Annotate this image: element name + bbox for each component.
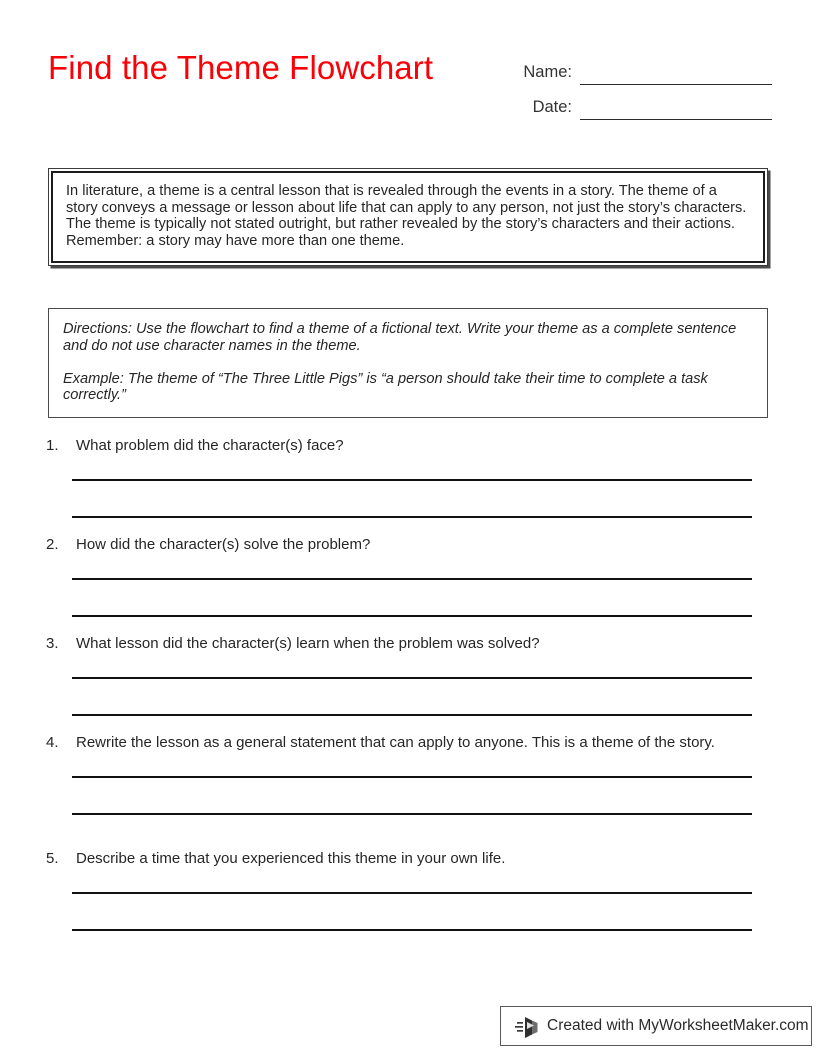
name-field-row <box>480 50 772 85</box>
question-number: 4. <box>46 734 59 751</box>
worksheet-header <box>0 0 816 140</box>
question-number: 2. <box>46 536 59 553</box>
question-text: What problem did the character(s) face? <box>76 437 344 454</box>
created-with-badge[interactable] <box>500 1006 812 1046</box>
date-label: Date: <box>532 98 572 116</box>
name-date-fields <box>480 50 772 120</box>
question-number: 1. <box>46 437 59 454</box>
answer-line[interactable] <box>72 929 752 931</box>
directions-text: Directions: Use the flowchart to find a theme of a fictional text. Write your theme as a complete sentence and do not use character names in the theme. <box>63 321 737 354</box>
answer-line[interactable] <box>72 776 752 778</box>
name-input-line[interactable] <box>580 62 772 85</box>
question-text: How did the character(s) solve the problem? <box>76 536 371 553</box>
answer-line[interactable] <box>72 813 752 815</box>
question-block <box>0 436 816 518</box>
question-block <box>0 849 816 931</box>
question-row <box>0 634 816 653</box>
question-number: 3. <box>46 635 59 652</box>
answer-line[interactable] <box>72 677 752 679</box>
directions-box <box>48 308 768 418</box>
answer-line[interactable] <box>72 578 752 580</box>
definition-box <box>48 168 768 266</box>
date-field-row <box>480 85 772 120</box>
question-row <box>0 436 816 455</box>
name-label: Name: <box>523 63 572 81</box>
example-text: Example: The theme of “The Three Little Pigs” is “a person should take their time to complete a task correctly.” <box>63 370 708 404</box>
answer-line[interactable] <box>72 516 752 518</box>
questions-list <box>0 436 816 931</box>
answer-line[interactable] <box>72 714 752 716</box>
question-row <box>0 849 816 868</box>
question-text: Rewrite the lesson as a general statement that can apply to anyone. This is a theme of the story. <box>76 734 715 751</box>
question-block <box>0 634 816 716</box>
answer-lines <box>0 677 816 716</box>
answer-lines <box>0 479 816 518</box>
question-text: Describe a time that you experienced this theme in your own life. <box>76 850 506 867</box>
question-text: What lesson did the character(s) learn when the problem was solved? <box>76 635 540 652</box>
answer-line[interactable] <box>72 615 752 617</box>
answer-line[interactable] <box>72 479 752 481</box>
answer-line[interactable] <box>72 892 752 894</box>
date-input-line[interactable] <box>580 97 772 120</box>
definition-box-inner-frame <box>51 171 765 263</box>
created-with-label: Created with MyWorksheetMaker.com <box>547 1017 809 1034</box>
answer-lines <box>0 776 816 815</box>
definition-text: In literature, a theme is a central lesson that is revealed through the events in a story. The theme of a story conveys a message or lesson about life that can apply to any person, not just the story’s characters. The theme is typically not stated outright, but rather revealed by the story’s characters and their actions. Remember: a story may have more than one theme. <box>66 183 747 249</box>
question-block <box>0 733 816 815</box>
page-title: Find the Theme Flowchart <box>48 49 434 86</box>
answer-lines <box>0 892 816 931</box>
question-row <box>0 535 816 554</box>
definition-box-outer-frame <box>48 168 768 266</box>
question-number: 5. <box>46 850 59 867</box>
question-row <box>0 733 816 752</box>
question-block <box>0 535 816 617</box>
myworksheetmaker-logo-icon <box>515 1013 541 1039</box>
answer-lines <box>0 578 816 617</box>
